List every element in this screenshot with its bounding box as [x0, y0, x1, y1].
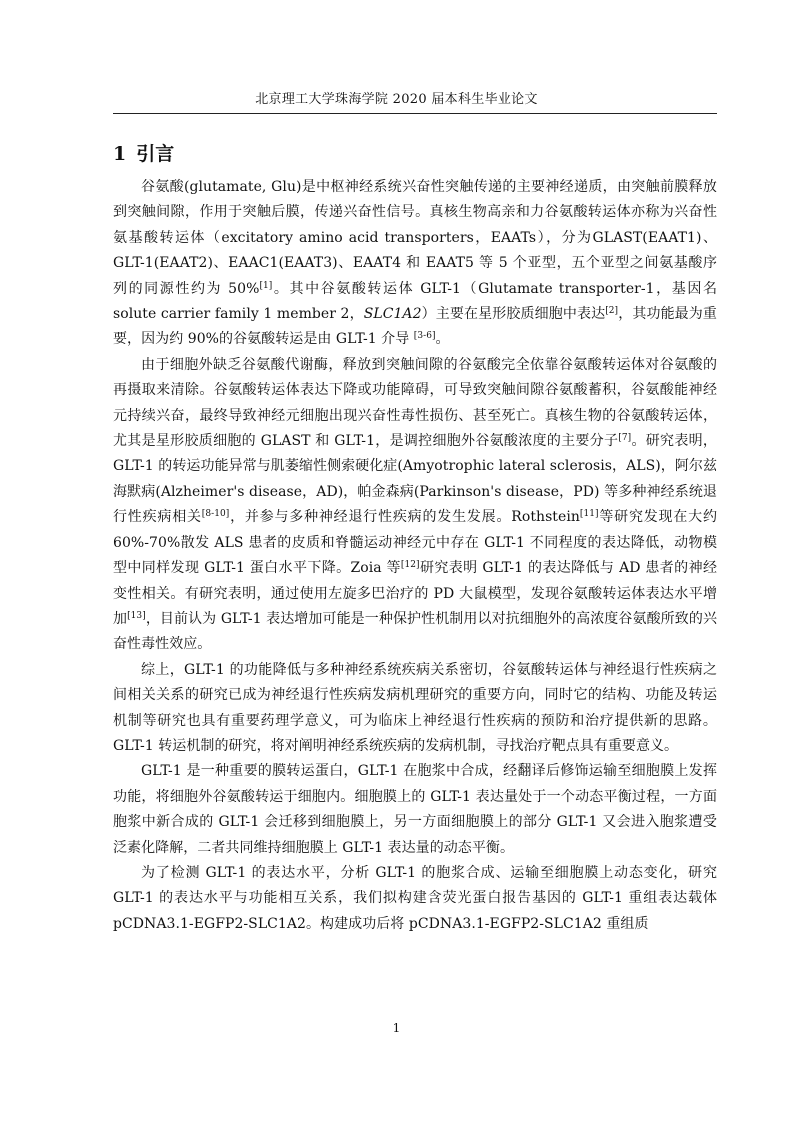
text-run: ，目前认为 GLT-1 表达增加可能是一种保护性机制用以对抗细胞外的高浓度谷氨酸所致的兴奋性毒性效应。 [113, 610, 717, 653]
body-paragraph [113, 658, 717, 760]
text-run: ，并参与多种神经退行性疾病的发生发展。Rothstein [229, 509, 580, 526]
body-paragraph [113, 759, 717, 861]
section-number: 1 [113, 143, 127, 165]
citation-ref: [2] [605, 306, 619, 317]
text-run: 由于细胞外缺乏谷氨酸代谢酶，释放到突触间隙的谷氨酸完全依靠谷氨酸转运体对谷氨酸的再摄取来清除。谷氨酸转运体表达下降或功能障碍，可导致突触间隙谷氨酸蓄积，谷氨酸能神经元持续兴奋，最终导致神经元细胞出现兴奋性毒性损伤、甚至死亡。真核生物的谷氨酸转运体，尤其是星形胶质细胞的 GLAST 和 GLT-1，是调控细胞外谷氨酸浓度的主要分子 [113, 356, 717, 450]
text-run: 研究表明 GLT-1 的表达降低与 AD 患者的神经变性相关。有研究表明，通过使用左旋多巴治疗的 PD 大鼠模型，发现谷氨酸转运体表达水平增加 [113, 560, 718, 627]
body-text [113, 175, 717, 937]
text-run: 为了检测 GLT-1 的表达水平，分析 GLT-1 的胞浆合成、运输至细胞膜上动态变化，研究 GLT-1 的表达水平与功能相互关系，我们拟构建含荧光蛋白报告基因的 GLT-1 重组表达载体 pCDNA3.1-EGFP2-SLC1A2。构建成功后将 pCDNA3.1-EGFP2-SLC1A2 重组质 [113, 864, 717, 932]
running-header: 北京理工大学珠海学院 2020 届本科生毕业论文 [255, 92, 538, 107]
text-run: 。研究表明，GLT-1 的转运功能异常与肌萎缩性侧索硬化症(Amyotrophic lateral sclerosis，ALS)，阿尔兹海默病(Alzheimer's disease，AD)，帕金森病(Parkinson's disease，PD) 等多种神经系统退行性疾病相关 [113, 433, 717, 526]
body-paragraph [113, 175, 717, 353]
citation-ref: [3-6] [413, 331, 436, 342]
body-paragraph [113, 861, 717, 937]
citation-ref: [1] [259, 280, 273, 291]
citation-ref: [11] [579, 509, 599, 520]
citation-ref: [8-10] [201, 509, 230, 520]
text-run: 。 [435, 331, 450, 348]
text-run: ，其功能最为重要，因为约 90%的谷氨酸转运是由 GLT-1 介导 [113, 306, 717, 348]
citation-ref: [12] [400, 560, 420, 571]
gene-name: SLC1A2 [363, 306, 422, 323]
citation-ref: [13] [127, 610, 146, 621]
header-rule [113, 113, 717, 114]
body-paragraph [113, 353, 717, 658]
section-title: 引言 [136, 143, 175, 165]
citation-ref: [7] [618, 433, 632, 444]
text-run: 。其中谷氨酸转运体 GLT-1（Glutamate transporter-1，基因名 solute carrier family 1 member 2， [113, 280, 717, 323]
text-run: 等研究发现在大约 60%-70%散发 ALS 患者的皮质和脊髓运动神经元中存在 GLT-1 不同程度的表达降低，动物模型中同样发现 GLT-1 蛋白水平下降。Zoia 等 [113, 509, 717, 577]
page-number: 1 [392, 1021, 401, 1035]
text-run: GLT-1 是一种重要的膜转运蛋白，GLT-1 在胞浆中合成，经翻译后修饰运输至细胞膜上发挥功能，将细胞外谷氨酸转运于细胞内。细胞膜上的 GLT-1 表达量处于一个动态平衡过程，一方面胞浆中新合成的 GLT-1 会迁移到细胞膜上，另一方面细胞膜上的部分 GLT-1 又会进入胞浆遭受泛素化降解，二者共同维持细胞膜上 GLT-1 表达量的动态平衡。 [113, 763, 717, 856]
text-run: ）主要在星形胶质细胞中表达 [421, 306, 606, 323]
text-run: 谷氨酸(glutamate, Glu)是中枢神经系统兴奋性突触传递的主要神经递质，由突触前膜释放到突触间隙，作用于突触后膜，传递兴奋性信号。真核生物高亲和力谷氨酸转运体亦称为兴奋性氨基酸转运体（excitatory amino acid transporters，EAATs），分为GLAST(EAAT1)、GLT-1(EAAT2)、EAAC1(EAAT3)、EAAT4 和 EAAT5 等 5 个亚型，五个亚型之间氨基酸序列的同源性约为 50% [113, 179, 717, 297]
section-heading [113, 142, 174, 166]
text-run: 综上，GLT-1 的功能降低与多种神经系统疾病关系密切，谷氨酸转运体与神经退行性疾病之间相关关系的研究已成为神经退行性疾病发病机理研究的重要方向，同时它的结构、功能及转运机制等研究也具有重要药理学意义，可为临床上神经退行性疾病的预防和治疗提供新的思路。GLT-1 转运机制的研究，将对阐明神经系统疾病的发病机制，寻找治疗靶点具有重要意义。 [113, 661, 717, 754]
